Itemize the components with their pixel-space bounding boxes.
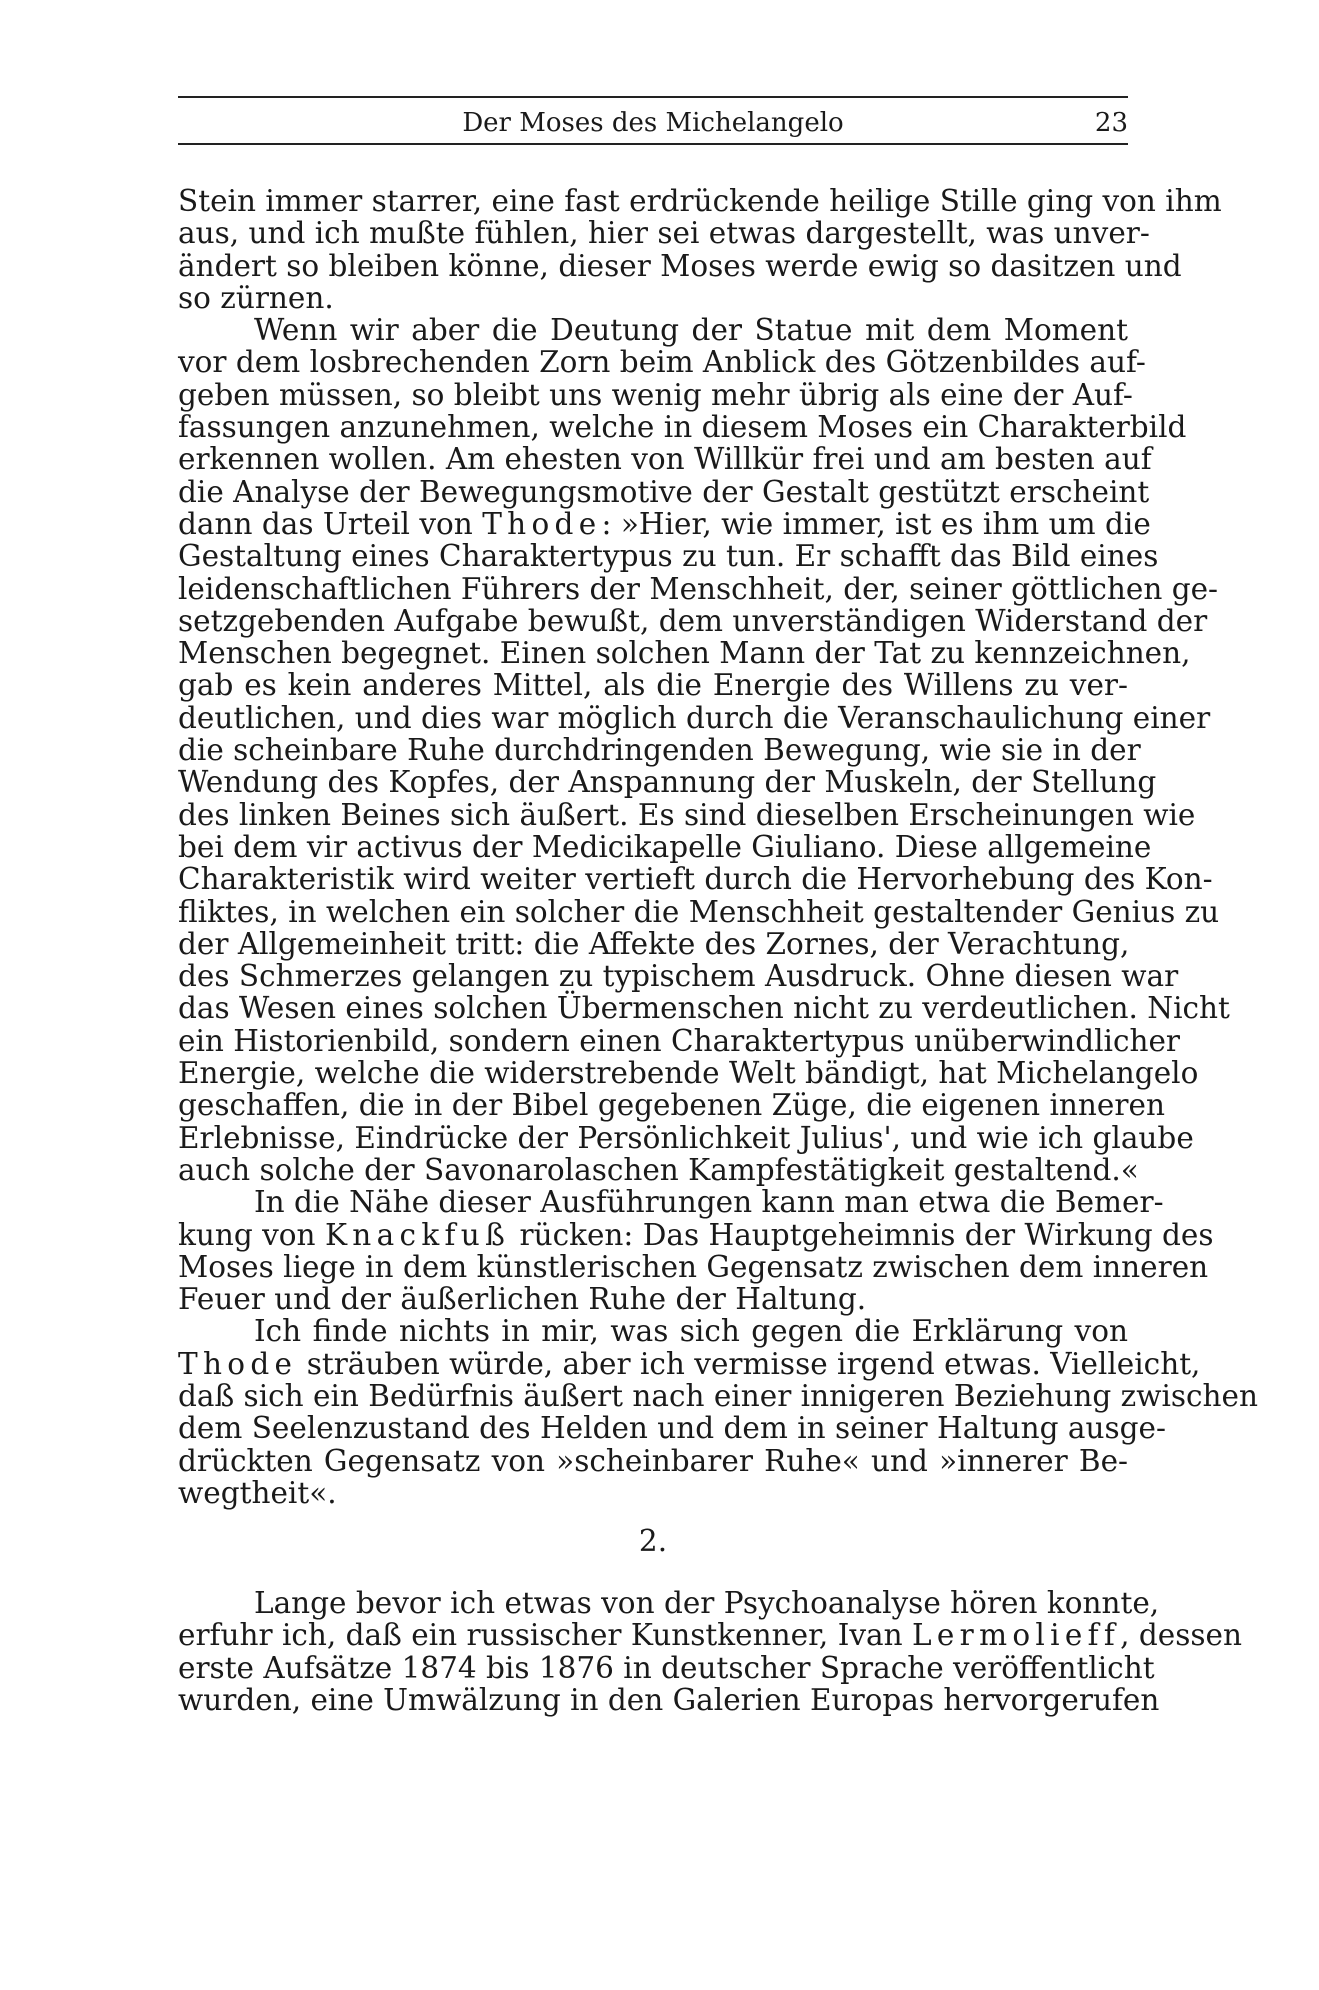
text-line: wegtheit«. [178,1475,337,1510]
header-rule-bottom [178,143,1128,145]
text-line: des linken Beines sich äußert. Es sind dieselben Erscheinungen wie [178,797,1196,832]
text-fragment: erfuhr ich, daß ein russischer Kunstkenner, Ivan [178,1618,903,1653]
text-line: deutlichen, und dies war möglich durch die Veranschaulichung einer [178,700,1211,735]
author-name-thode: Thode [482,506,602,541]
running-head [178,106,1128,140]
text-line: In die Nähe dieser Ausführungen kann man etwa die Bemer- [254,1185,1164,1220]
author-name-thode: Thode [178,1346,298,1381]
text-line: vor dem losbrechenden Zorn beim Anblick des Götzenbildes auf- [178,345,1146,380]
text-line [178,506,1151,541]
author-name-lermolieff: Lermolieff [911,1618,1121,1653]
text-line: daß sich ein Bedürfnis äußert nach einer innigeren Beziehung zwischen [178,1378,1259,1413]
text-line: Stein immer starrer, eine fast erdrückende heilige Stille ging von ihm [178,184,1222,218]
text-line: auch solche der Savonarolaschen Kampfestätigkeit gestaltend.« [178,1152,1139,1187]
header-rule-top [178,96,1128,98]
text-line: Wendung des Kopfes, der Anspannung der Muskeln, der Stellung [178,765,1157,800]
text-line: so zürnen. [178,280,334,315]
text-line: aus, und ich mußte fühlen, hier sei etwas dargestellt, was unver- [178,216,1150,251]
running-title: Der Moses des Michelangelo [462,108,844,138]
text-fragment: , dessen [1120,1618,1242,1653]
text-line: dem Seelenzustand des Helden und dem in seiner Haltung ausge- [178,1411,1166,1446]
text-fragment: : »Hier, wie immer, ist es ihm um die [601,506,1151,541]
text-fragment: kung von [178,1217,316,1252]
text-line: Erlebnisse, Eindrücke der Persönlichkeit Julius', und wie ich glaube [178,1120,1194,1155]
text-line: leidenschaftlichen Führers der Menschheit, der, seiner göttlichen ge- [178,571,1219,606]
text-line: setzgebenden Aufgabe bewußt, dem unverständigen Widerstand der [178,603,1208,638]
text-line [178,1618,1242,1653]
text-line: Wenn wir aber die Deutung der Statue mit dem Moment [254,313,1128,348]
text-line: die Analyse der Bewegungsmotive der Gestalt gestützt erscheint [178,474,1150,509]
text-line: gab es kein anderes Mittel, als die Energie des Willens zu ver- [178,668,1128,703]
text-line: Gestaltung eines Charaktertypus zu tun. Er schafft das Bild eines [178,539,1159,574]
text-line: wurden, eine Umwälzung in den Galerien Europas hervorgerufen [178,1683,1160,1718]
text-line: ein Historienbild, sondern einen Charaktertypus unüberwindlicher [178,1023,1181,1058]
text-line: die scheinbare Ruhe durchdringenden Bewegung, wie sie in der [178,733,1141,768]
text-fragment: sträuben würde, aber ich vermisse irgend etwas. Vielleicht, [297,1346,1201,1381]
text-line: das Wesen eines solchen Übermenschen nicht zu verdeutlichen. Nicht [178,991,1230,1026]
text-line: Charakteristik wird weiter vertieft durch die Hervorhebung des Kon- [178,862,1213,897]
text-line: geben müssen, so bleibt uns wenig mehr übrig als eine der Auf- [178,377,1133,412]
text-line: erkennen wollen. Am ehesten von Willkür frei und am besten auf [178,442,1152,477]
text-fragment: rücken: Das Hauptgeheimnis der Wirkung des [510,1217,1214,1252]
body-text [178,184,1259,1718]
text-line: fassungen anzunehmen, welche in diesem Moses ein Charakterbild [178,410,1187,445]
author-name-knackfuss: Knackfuß [324,1217,511,1252]
text-line: Ich finde nichts in mir, was sich gegen die Erklärung von [254,1314,1128,1349]
text-line: ändert so bleiben könne, dieser Moses werde ewig so dasitzen und [178,248,1182,283]
text-line: geschaffen, die in der Bibel gegebenen Züge, die eigenen inneren [178,1088,1165,1123]
text-line [178,1346,1201,1381]
text-line [178,1217,1214,1252]
text-line: bei dem vir activus der Medicikapelle Giuliano. Diese allgemeine [178,829,1152,864]
text-fragment: dann das Urteil von [178,506,473,541]
text-line: der Allgemeinheit tritt: die Affekte des Zornes, der Verachtung, [178,926,1130,961]
text-line: Feuer und der äußerlichen Ruhe der Haltung. [178,1282,867,1317]
text-line: Energie, welche die widerstrebende Welt bändigt, hat Michelangelo [178,1056,1199,1091]
text-line: Menschen begegnet. Einen solchen Mann der Tat zu kennzeichnen, [178,636,1191,671]
text-line: des Schmerzes gelangen zu typischem Ausdruck. Ohne diesen war [178,959,1179,994]
page-number: 23 [1094,108,1128,138]
text-line: Lange bevor ich etwas von der Psychoanalyse hören konnte, [254,1586,1160,1621]
text-line: drückten Gegensatz von »scheinbarer Ruhe« und »innerer Be- [178,1443,1128,1478]
text-line: erste Aufsätze 1874 bis 1876 in deutscher Sprache veröffentlicht [178,1650,1155,1685]
text-line: fliktes, in welchen ein solcher die Menschheit gestaltender Genius zu [178,894,1220,929]
text-line: Moses liege in dem künstlerischen Gegensatz zwischen dem inneren [178,1249,1209,1284]
section-number: 2. [638,1524,668,1559]
